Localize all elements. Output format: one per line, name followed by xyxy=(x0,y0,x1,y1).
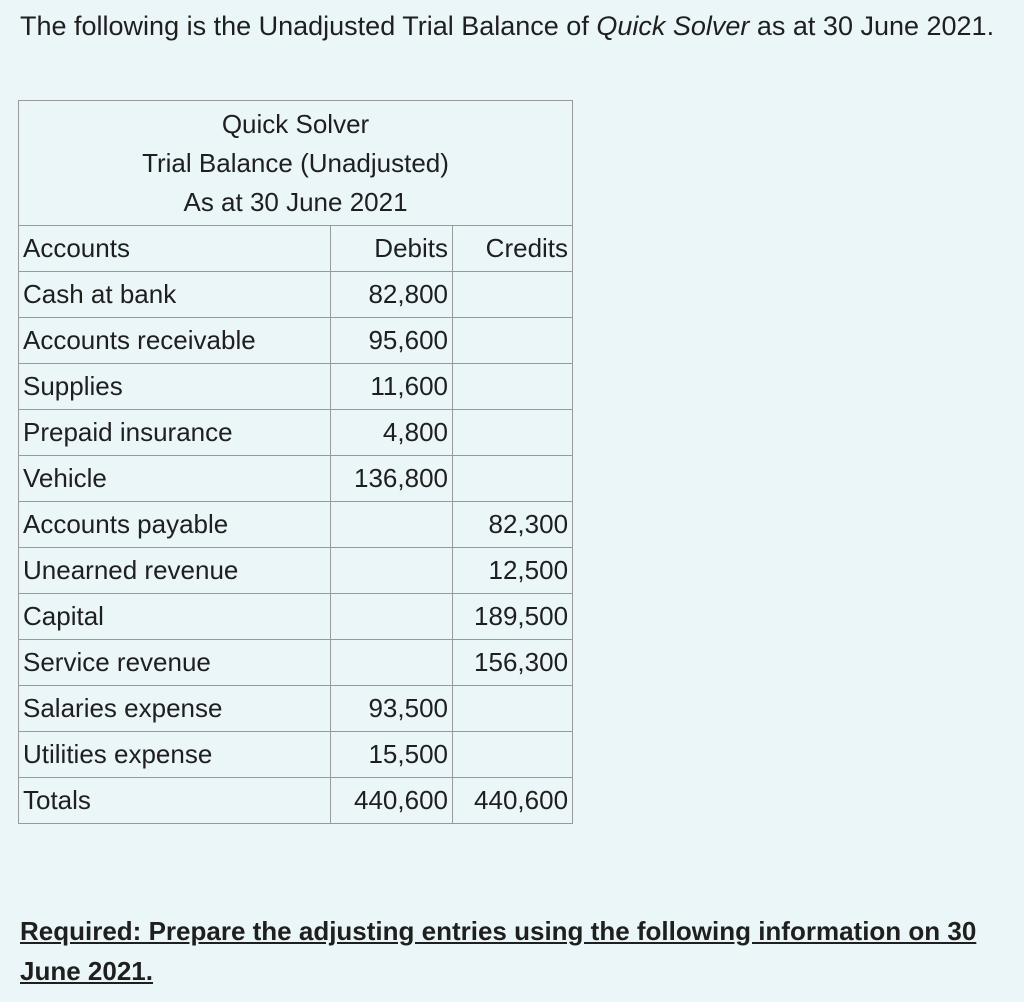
trial-balance-table xyxy=(18,100,573,824)
table-row xyxy=(19,548,573,594)
totals-debit: 440,600 xyxy=(331,778,453,824)
table-row xyxy=(19,732,573,778)
account-name: Unearned revenue xyxy=(19,548,331,594)
debit-amount: 95,600 xyxy=(331,318,453,364)
intro-paragraph xyxy=(20,6,1010,47)
totals-row xyxy=(19,778,573,824)
debit-amount xyxy=(331,640,453,686)
debit-amount: 15,500 xyxy=(331,732,453,778)
debit-amount: 4,800 xyxy=(331,410,453,456)
table-row xyxy=(19,410,573,456)
account-name: Supplies xyxy=(19,364,331,410)
company-name: Quick Solver xyxy=(596,11,750,41)
credit-amount: 82,300 xyxy=(453,502,573,548)
account-name: Accounts payable xyxy=(19,502,331,548)
account-name: Service revenue xyxy=(19,640,331,686)
intro-text-after: as at 30 June 2021. xyxy=(749,11,995,41)
debit-amount: 136,800 xyxy=(331,456,453,502)
table-title xyxy=(19,101,573,226)
credit-amount: 12,500 xyxy=(453,548,573,594)
table-row xyxy=(19,594,573,640)
table-row xyxy=(19,318,573,364)
account-name: Salaries expense xyxy=(19,686,331,732)
table-row xyxy=(19,502,573,548)
table-row xyxy=(19,364,573,410)
account-name: Utilities expense xyxy=(19,732,331,778)
totals-label: Totals xyxy=(19,778,331,824)
credit-amount xyxy=(453,686,573,732)
debit-amount: 11,600 xyxy=(331,364,453,410)
account-name: Cash at bank xyxy=(19,272,331,318)
table-row xyxy=(19,272,573,318)
header-credits: Credits xyxy=(453,226,573,272)
debit-amount: 82,800 xyxy=(331,272,453,318)
table-row xyxy=(19,686,573,732)
required-instruction: Required: Prepare the adjusting entries using the following information on 30 June 2021. xyxy=(20,916,977,986)
totals-credit: 440,600 xyxy=(453,778,573,824)
table-header-row xyxy=(19,226,573,272)
account-name: Accounts receivable xyxy=(19,318,331,364)
debit-amount: 93,500 xyxy=(331,686,453,732)
debit-amount xyxy=(331,594,453,640)
credit-amount: 189,500 xyxy=(453,594,573,640)
header-debits: Debits xyxy=(331,226,453,272)
credit-amount: 156,300 xyxy=(453,640,573,686)
account-name: Capital xyxy=(19,594,331,640)
debit-amount xyxy=(331,548,453,594)
credit-amount xyxy=(453,732,573,778)
title-date: As at 30 June 2021 xyxy=(183,186,408,217)
table-row xyxy=(19,640,573,686)
credit-amount xyxy=(453,364,573,410)
credit-amount xyxy=(453,410,573,456)
table-title-row xyxy=(19,101,573,226)
credit-amount xyxy=(453,318,573,364)
title-report-name: Trial Balance (Unadjusted) xyxy=(142,147,449,178)
account-name: Vehicle xyxy=(19,456,331,502)
title-company: Quick Solver xyxy=(221,108,370,139)
credit-amount xyxy=(453,456,573,502)
table-row xyxy=(19,456,573,502)
credit-amount xyxy=(453,272,573,318)
intro-text-before: The following is the Unadjusted Trial Balance of xyxy=(20,11,597,41)
account-name: Prepaid insurance xyxy=(19,410,331,456)
header-accounts: Accounts xyxy=(19,226,331,272)
debit-amount xyxy=(331,502,453,548)
